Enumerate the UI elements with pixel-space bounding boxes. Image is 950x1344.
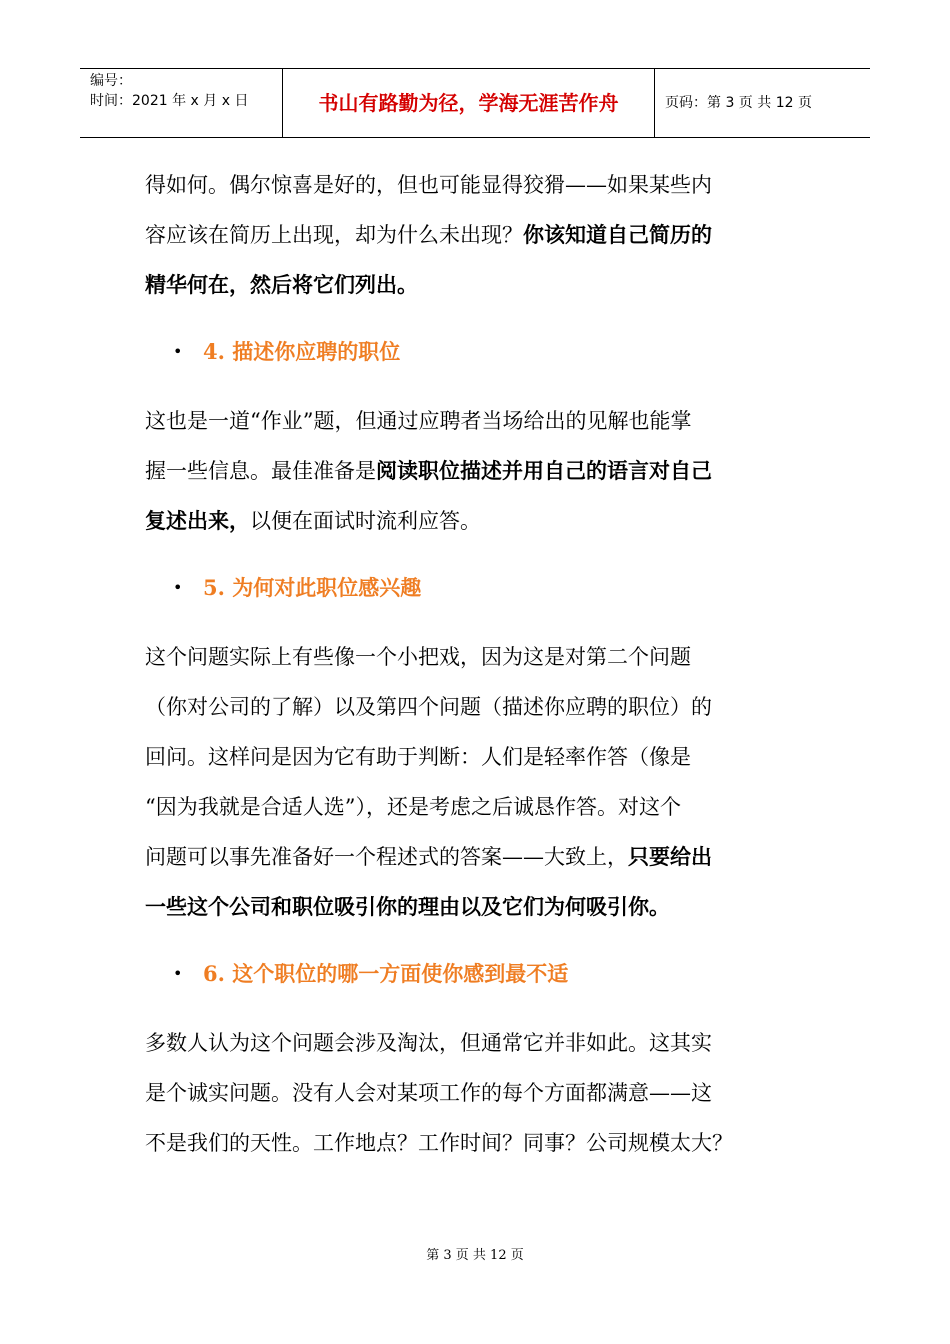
section-heading-text: 6. 这个职位的哪一方面使你感到最不适 xyxy=(203,961,569,986)
text-line: 回问。这样问是因为它有助于判断：人们是轻率作答（像是 xyxy=(145,745,691,769)
bold-text: 只要给出 xyxy=(628,844,712,869)
page-footer: 第 3 页 共 12 页 xyxy=(426,1248,524,1263)
text-line: 握一些信息。最佳准备是 xyxy=(145,459,376,483)
header-motto: 书山有路勤为径，学海无涯苦作舟 xyxy=(283,69,655,137)
section-heading-5 xyxy=(145,568,795,608)
text-line: 容应该在简历上出现，却为什么未出现？ xyxy=(145,223,523,247)
text-line: 得如何。偶尔惊喜是好的，但也可能显得狡猾——如果某些内 xyxy=(145,173,712,197)
text-line: 多数人认为这个问题会涉及淘汰，但通常它并非如此。这其实 xyxy=(145,1031,712,1055)
bold-text: 你该知道自己简历的 xyxy=(523,222,712,247)
section-heading-6 xyxy=(145,954,795,994)
document-body xyxy=(145,160,795,1168)
bold-text: 一些这个公司和职位吸引你的理由以及它们为何吸引你。 xyxy=(145,894,670,919)
bold-text: 阅读职位描述并用自己的语言对自己 xyxy=(376,458,712,483)
section-heading-text: 5. 为何对此职位感兴趣 xyxy=(203,575,422,600)
bullet-icon: • xyxy=(173,342,183,361)
text-line: 以便在面试时流利应答。 xyxy=(250,509,481,533)
text-line: 问题可以事先准备好一个程述式的答案——大致上， xyxy=(145,845,628,869)
text-line: （你对公司的了解）以及第四个问题（描述你应聘的职位）的 xyxy=(145,695,712,719)
text-line: 这也是一道“作业”题，但通过应聘者当场给出的见解也能掌 xyxy=(145,409,692,433)
text-line: 这个问题实际上有些像一个小把戏，因为这是对第二个问题 xyxy=(145,645,691,669)
page-header xyxy=(80,68,870,138)
bold-text: 复述出来， xyxy=(145,508,250,533)
text-line: “因为我就是合适人选”），还是考虑之后诚恳作答。对这个 xyxy=(145,795,681,819)
section-heading-text: 4. 描述你应聘的职位 xyxy=(203,339,401,364)
bullet-icon: • xyxy=(173,578,183,597)
paragraph xyxy=(145,160,795,310)
header-page-label: 页码：第 3 页 共 12 页 xyxy=(665,95,812,111)
bullet-icon: • xyxy=(173,964,183,983)
text-line: 是个诚实问题。没有人会对某项工作的每个方面都满意——这 xyxy=(145,1081,712,1105)
paragraph xyxy=(145,632,795,932)
paragraph xyxy=(145,1018,795,1168)
document-number-label: 编号： xyxy=(90,73,132,89)
bold-text: 精华何在，然后将它们列出。 xyxy=(145,272,418,297)
section-heading-4 xyxy=(145,332,795,372)
header-meta-cell xyxy=(80,69,283,137)
document-time-label: 时间：2021 年 x 月 x 日 xyxy=(90,93,249,109)
text-line: 不是我们的天性。工作地点？工作时间？同事？公司规模太大？ xyxy=(145,1131,733,1155)
paragraph xyxy=(145,396,795,546)
